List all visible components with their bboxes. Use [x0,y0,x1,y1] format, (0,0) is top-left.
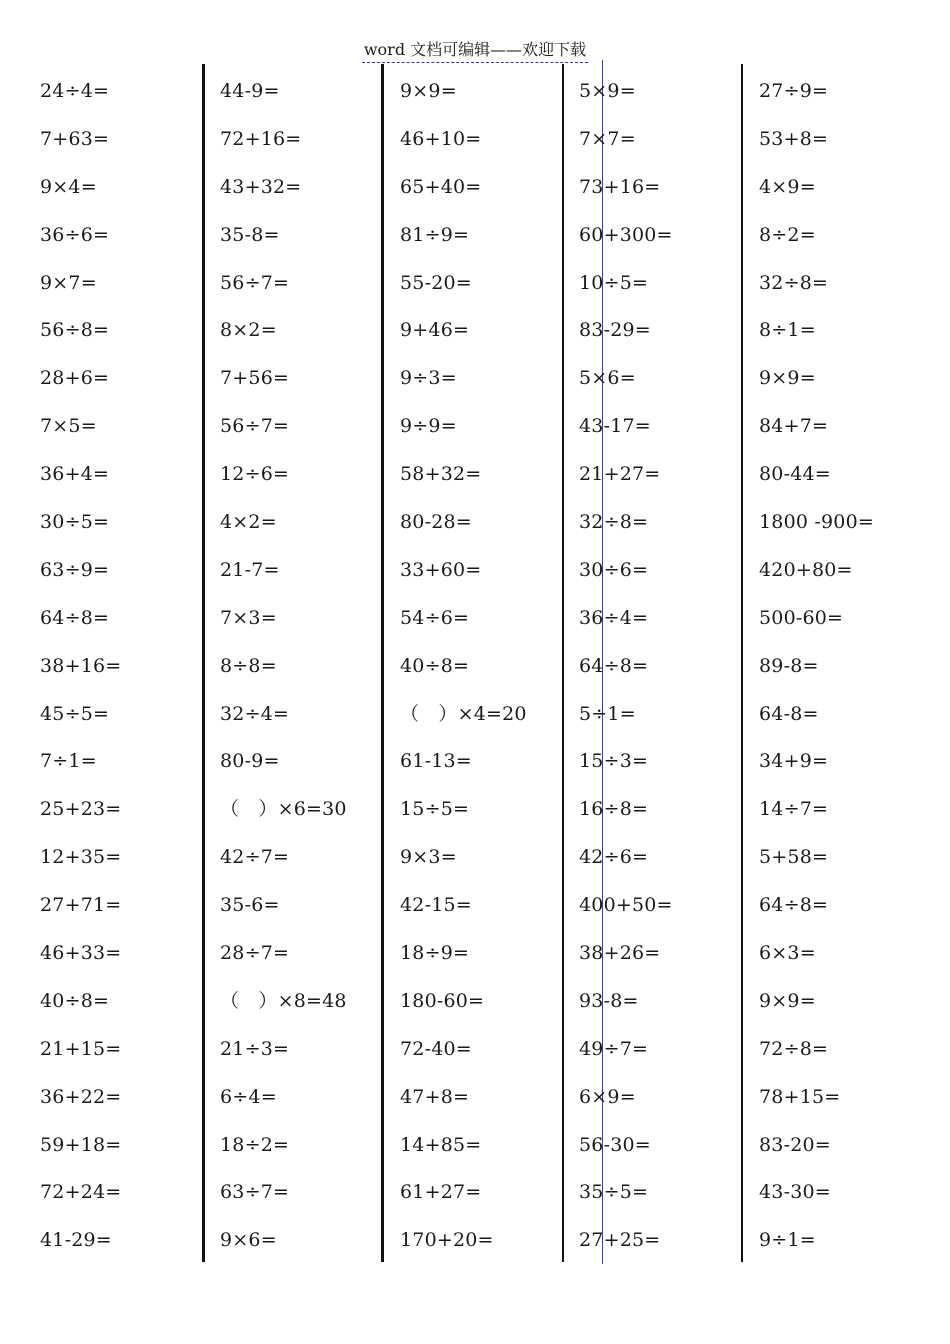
problem-column-4 [579,66,754,1263]
math-problem: 43+32= [220,175,302,198]
math-problem: 42÷7= [220,846,290,869]
math-problem: 7+56= [220,367,290,390]
math-problem: 12+35= [40,846,122,869]
math-problem: 5+58= [759,846,829,869]
math-problem: 9÷3= [400,367,457,390]
math-problem: 4×9= [759,175,816,198]
math-problem: 25+23= [40,798,122,821]
math-problem: 16÷8= [579,798,649,821]
math-problem: 14+85= [400,1133,482,1156]
math-problem: （ ）×4=20 [400,702,527,725]
math-problem: 81÷9= [400,223,470,246]
math-problem: 8÷1= [759,319,816,342]
math-problem: 72+24= [40,1181,122,1204]
math-problem: 7÷1= [40,750,97,773]
math-problem: 40÷8= [400,654,470,677]
math-problem: 64÷8= [579,654,649,677]
math-problem: 46+10= [400,127,482,150]
math-problem: 35-6= [220,894,280,917]
math-problem: 5×9= [579,80,636,102]
problem-column-2 [220,66,395,1263]
math-problem: 43-17= [579,415,651,438]
math-problem: 40÷8= [40,989,110,1012]
math-problem: 60+300= [579,223,673,246]
math-problem: 49÷7= [579,1037,649,1060]
math-problem: 8÷8= [220,654,277,677]
math-problem: 73+16= [579,175,661,198]
math-problem: 38+26= [579,942,661,965]
math-problem: 12÷6= [220,463,290,486]
math-problem: 32÷4= [220,702,290,725]
math-problem: 36+22= [40,1085,122,1108]
math-problem: 64-8= [759,702,819,725]
math-problem: 38+16= [40,654,122,677]
math-problem: 21÷3= [220,1037,290,1060]
math-problem: 56-30= [579,1133,651,1156]
math-problem: 63÷9= [40,558,110,581]
math-problem: 30÷5= [40,511,110,534]
math-problem: 83-29= [579,319,651,342]
math-problem: 14÷7= [759,798,829,821]
math-problem: （ ）×6=30 [220,798,347,821]
math-problem: 30÷6= [579,558,649,581]
math-problem: 7+63= [40,127,110,150]
math-problem: 27÷9= [759,80,829,102]
math-problem: 93-8= [579,989,639,1012]
math-problem: 9×7= [40,271,97,294]
math-problem: 72÷8= [759,1037,829,1060]
math-problem: 83-20= [759,1133,831,1156]
math-problem: 9÷9= [400,415,457,438]
math-problem: 6÷4= [220,1085,277,1108]
math-problem: 5÷1= [579,702,636,725]
math-problem: 34+9= [759,750,829,773]
math-problem: 78+15= [759,1085,841,1108]
math-problem: 56÷8= [40,319,110,342]
math-problem: 5×6= [579,367,636,390]
math-problem: 36+4= [40,463,110,486]
math-problem: 7×5= [40,415,97,438]
math-problem: 45÷5= [40,702,110,725]
math-problem: 9×4= [40,175,97,198]
math-problem: 9×9= [400,80,457,102]
math-problem: 9+46= [400,319,470,342]
math-problem: 44-9= [220,80,280,102]
problem-column-3 [400,66,575,1263]
math-problem: 61+27= [400,1181,482,1204]
math-problem: 400+50= [579,894,673,917]
math-problem: 21+27= [579,463,661,486]
header-text: word 文档可编辑——欢迎下载 [362,39,588,63]
problem-column-5 [759,66,934,1263]
math-problem: 9÷1= [759,1229,816,1252]
math-problem: 28÷7= [220,942,290,965]
math-problem: 18÷2= [220,1133,290,1156]
math-problem: 56÷7= [220,271,290,294]
math-problem: 43-30= [759,1181,831,1204]
math-problem: 42-15= [400,894,472,917]
page-header [0,39,950,63]
math-problem: 35÷5= [579,1181,649,1204]
math-problem: 63÷7= [220,1181,290,1204]
math-problem: 420+80= [759,558,853,581]
math-problem: 27+71= [40,894,122,917]
math-problem: 9×9= [759,989,816,1012]
math-problem: 35-8= [220,223,280,246]
math-problem: 47+8= [400,1085,470,1108]
math-problem: 9×9= [759,367,816,390]
math-problem: 7×7= [579,127,636,150]
math-problem: 33+60= [400,558,482,581]
math-problem: 32÷8= [579,511,649,534]
math-problem: 58+32= [400,463,482,486]
math-problem: 6×9= [579,1085,636,1108]
math-problem: 53+8= [759,127,829,150]
math-problem: 80-9= [220,750,280,773]
math-problem: 6×3= [759,942,816,965]
math-problem: 24÷4= [40,80,110,102]
math-problem: 4×2= [220,511,277,534]
math-problem: 9×3= [400,846,457,869]
math-problem: 500-60= [759,606,844,629]
math-problem: 80-28= [400,511,472,534]
math-problem: 46+33= [40,942,122,965]
math-problem: 42÷6= [579,846,649,869]
math-problem: （ ）×8=48 [220,989,347,1012]
math-problem: 9×6= [220,1229,277,1252]
math-problem: 170+20= [400,1229,494,1252]
math-problem: 18÷9= [400,942,470,965]
math-problem: 72+16= [220,127,302,150]
math-problem: 72-40= [400,1037,472,1060]
math-problem: 27+25= [579,1229,661,1252]
math-problem: 15÷3= [579,750,649,773]
math-problem: 54÷6= [400,606,470,629]
math-problem: 36÷6= [40,223,110,246]
math-problem: 1800 -900= [759,511,874,534]
math-problem: 64÷8= [40,606,110,629]
math-problem: 8÷2= [759,223,816,246]
math-problem: 55-20= [400,271,472,294]
problem-column-1 [40,66,215,1263]
math-problem: 59+18= [40,1133,122,1156]
math-problem: 8×2= [220,319,277,342]
math-problem: 65+40= [400,175,482,198]
math-problem: 61-13= [400,750,472,773]
math-problem: 56÷7= [220,415,290,438]
math-problem: 36÷4= [579,606,649,629]
math-problem: 41-29= [40,1229,112,1252]
math-problem: 64÷8= [759,894,829,917]
math-problem: 180-60= [400,989,485,1012]
math-problem: 7×3= [220,606,277,629]
math-problem: 21+15= [40,1037,122,1060]
math-problem: 15÷5= [400,798,470,821]
math-problem: 89-8= [759,654,819,677]
math-problem: 10÷5= [579,271,649,294]
math-problem: 28+6= [40,367,110,390]
math-problem: 32÷8= [759,271,829,294]
math-problem: 80-44= [759,463,831,486]
math-problem: 21-7= [220,558,280,581]
math-problem: 84+7= [759,415,829,438]
